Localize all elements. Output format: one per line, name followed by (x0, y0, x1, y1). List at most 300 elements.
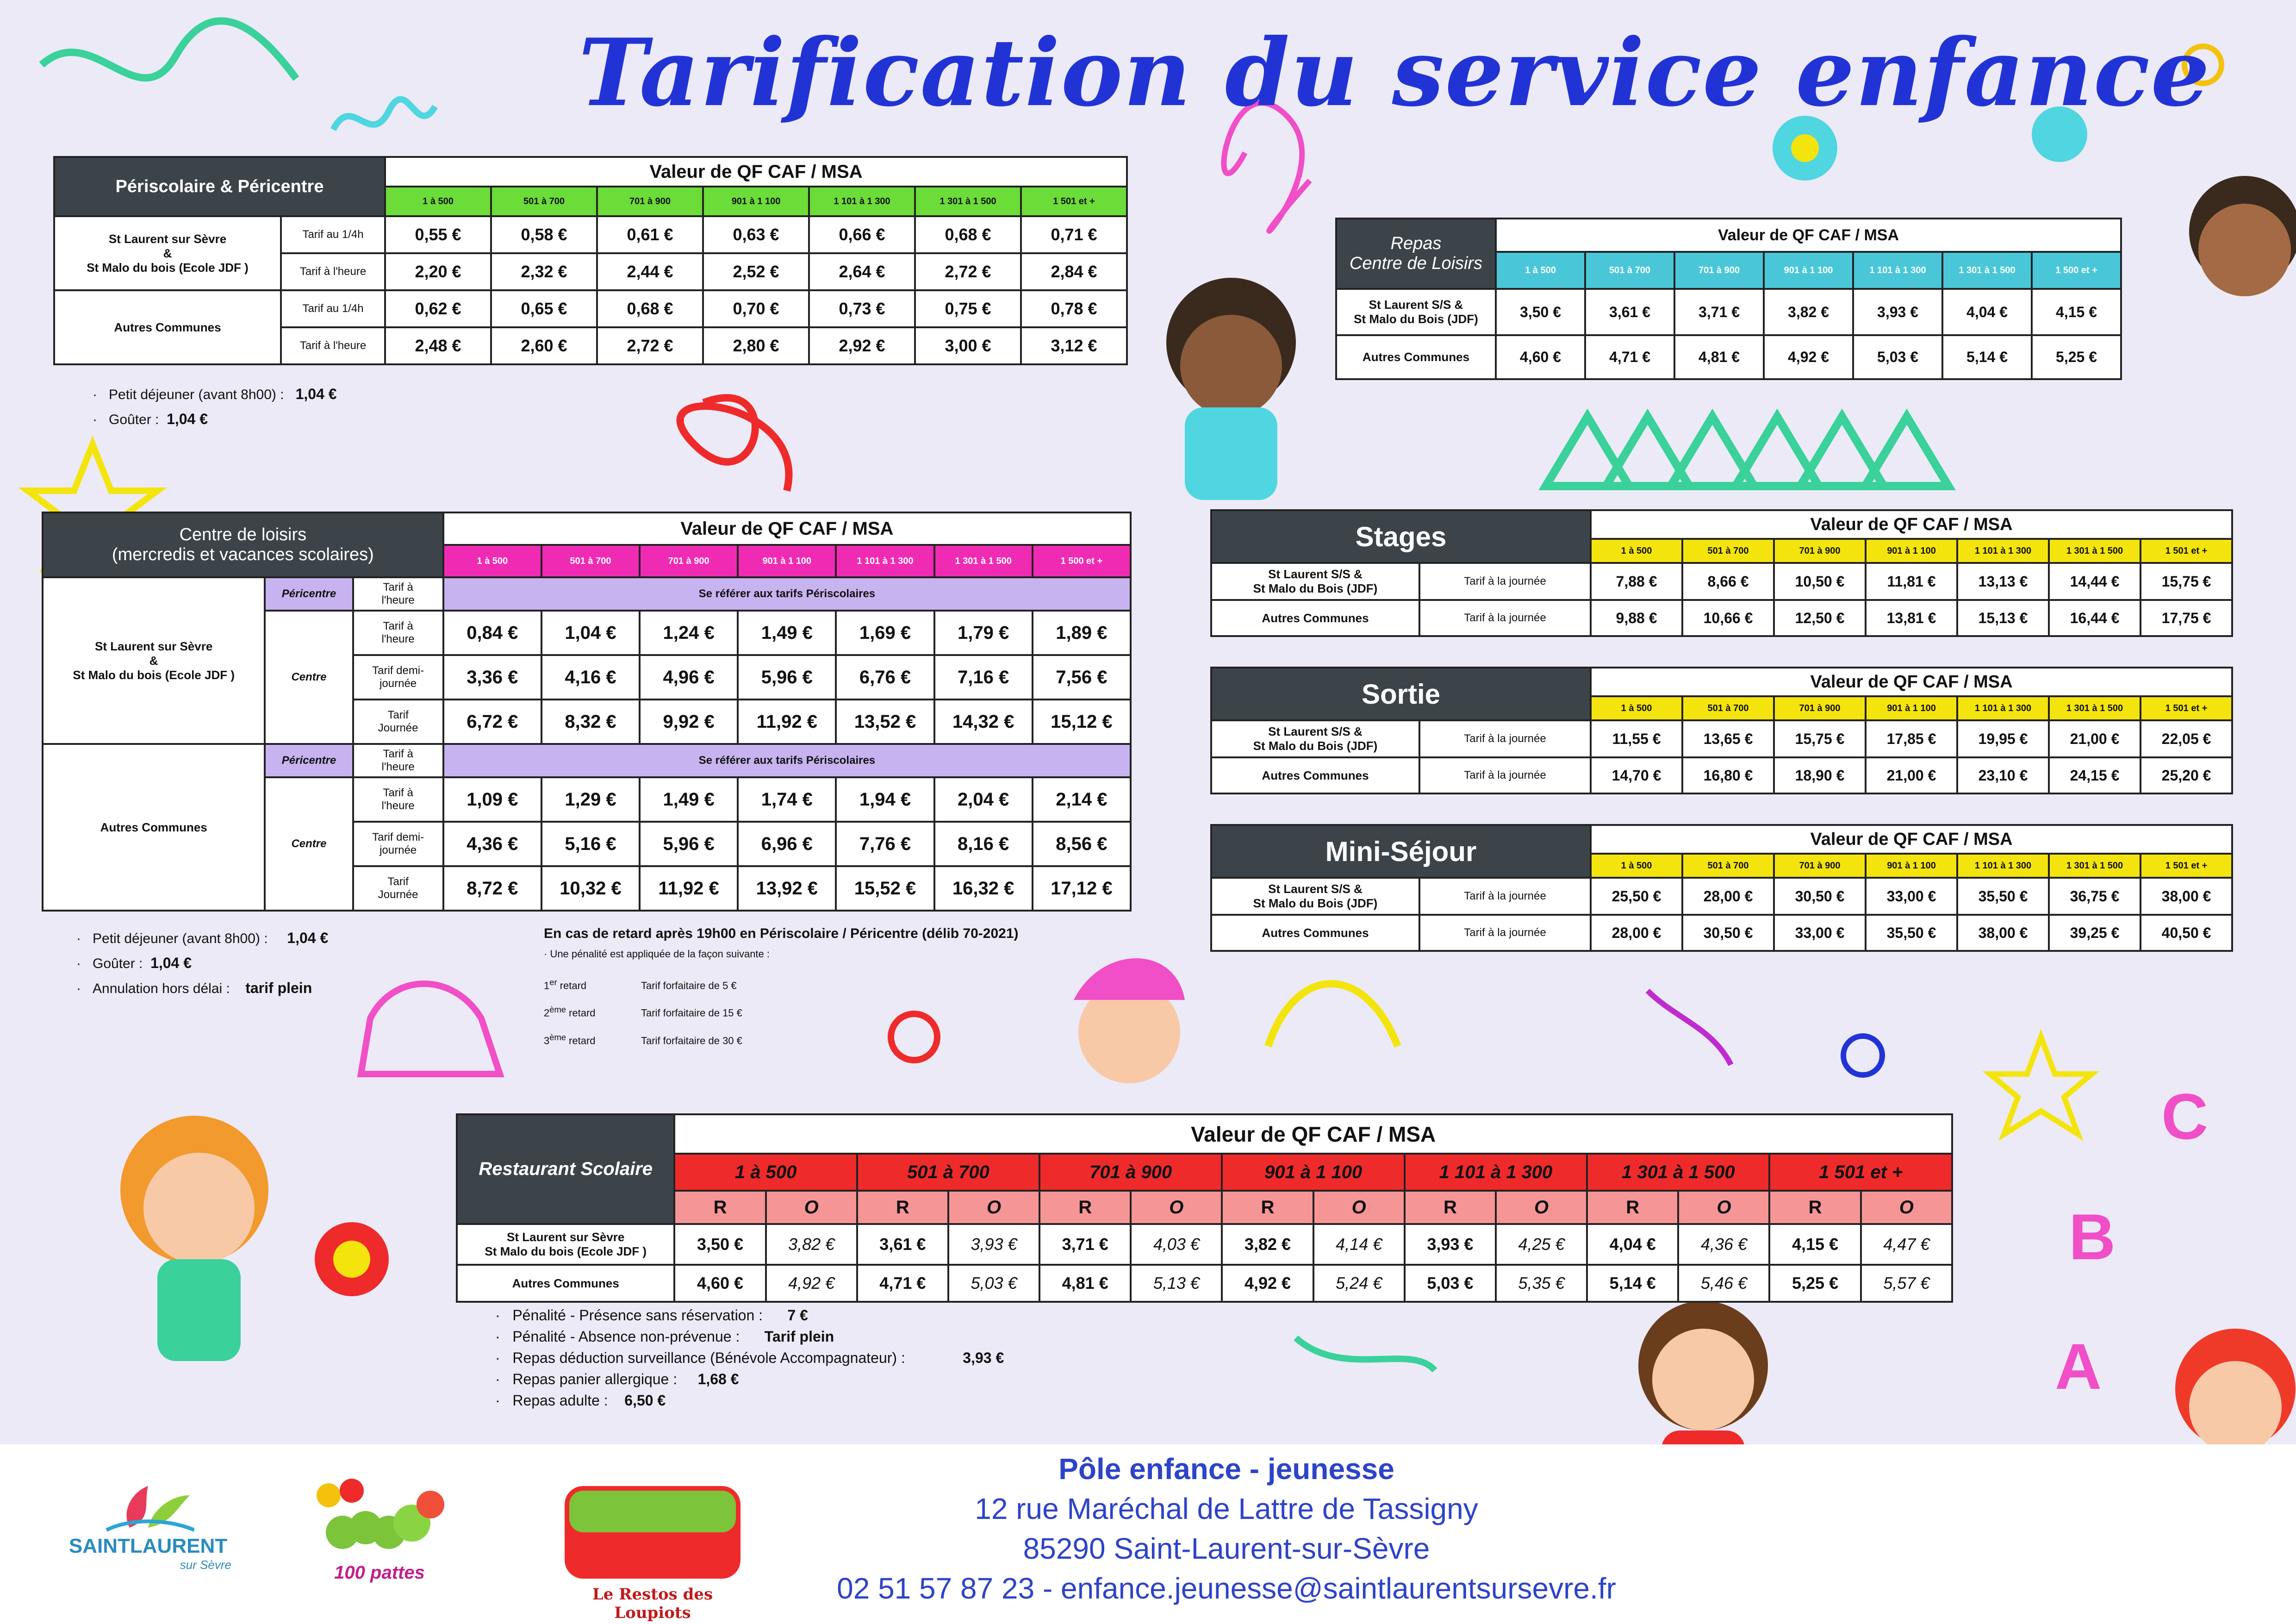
row-label: Tarif au 1/4h (281, 290, 385, 327)
note-label: Pénalité - Présence sans réservation : (512, 1307, 763, 1324)
occasional-header: O (766, 1191, 857, 1224)
note-value: 1,04 € (167, 411, 208, 427)
occasional-header: O (1861, 1191, 1952, 1224)
price-cell: 7,16 € (934, 655, 1033, 700)
note-label: Goûter : (93, 956, 143, 971)
range-header: 501 à 700 (1682, 539, 1774, 563)
price-cell: 4,60 € (1496, 335, 1585, 379)
note-label: Annulation hors délai : (93, 981, 230, 996)
price-cell: 5,14 € (1942, 335, 2032, 379)
price-cell: 2,92 € (809, 327, 915, 364)
price-cell: 2,52 € (703, 253, 809, 290)
price-cell: 22,05 € (2140, 720, 2232, 757)
price-cell: 28,00 € (1682, 878, 1774, 915)
price-cell: 17,75 € (2140, 600, 2232, 636)
price-cell: 2,44 € (597, 253, 703, 290)
range-header: 1 301 à 1 500 (2049, 854, 2140, 878)
range-header: 701 à 900 (640, 545, 738, 577)
price-cell: 15,12 € (1033, 700, 1131, 744)
price-cell: 3,00 € (915, 327, 1021, 364)
qf-header: Valeur de QF CAF / MSA (443, 512, 1131, 545)
price-cell: 4,60 € (674, 1265, 765, 1302)
price-cell: 0,73 € (809, 290, 915, 327)
range-header: 1 301 à 1 500 (2049, 696, 2140, 720)
retard-item (544, 998, 1145, 1025)
note-value: 1,68 € (697, 1371, 739, 1387)
repas-table (1335, 218, 2122, 380)
range-header: 901 à 1 100 (1222, 1154, 1404, 1191)
price-cell: 0,68 € (915, 216, 1021, 253)
price-cell: 2,64 € (809, 253, 915, 290)
retard-tarif: Tarif forfaitaire de 5 € (641, 980, 737, 992)
price-cell: 11,92 € (738, 700, 836, 744)
note-value: 3,93 € (963, 1349, 1004, 1366)
note-item: · Pénalité - Présence sans réservation : 7 € (495, 1307, 808, 1324)
note-item: · Repas adulte : 6,50 € (495, 1392, 666, 1409)
price-cell: 0,78 € (1021, 290, 1127, 327)
row-label: Tarif à l'heure (353, 577, 443, 611)
range-header: 1 500 et + (2032, 252, 2121, 289)
contact-block (694, 1449, 1759, 1608)
price-cell: 14,70 € (1591, 757, 1682, 793)
row-label: Tarif Journée (353, 866, 443, 911)
price-cell: 40,50 € (2140, 915, 2232, 951)
retard-tarif: Tarif forfaitaire de 15 € (641, 1007, 742, 1019)
occasional-header: O (1313, 1191, 1405, 1224)
row-label: Tarif Journée (353, 700, 443, 744)
price-cell: 30,50 € (1774, 878, 1866, 915)
price-cell: 3,12 € (1021, 327, 1127, 364)
price-cell: 4,36 € (443, 822, 541, 866)
range-header: 701 à 900 (1674, 252, 1764, 289)
range-header: 501 à 700 (1682, 854, 1774, 878)
contact-phone-email: 02 51 57 87 23 - enfance.jeunesse@saintlaurentsursevre.fr (837, 1572, 1616, 1605)
svg-text:A: A (2055, 1330, 2102, 1403)
sortie-table (1210, 667, 2233, 794)
price-cell: 16,44 € (2049, 600, 2140, 636)
pericentre-label: Péricentre (265, 744, 353, 777)
regular-header: R (1769, 1191, 1860, 1224)
qf-header: Valeur de QF CAF / MSA (674, 1114, 1952, 1154)
price-cell: 10,66 € (1682, 600, 1774, 636)
price-cell: 5,96 € (738, 655, 836, 700)
range-header: 1 301 à 1 500 (2049, 539, 2140, 563)
price-cell: 2,14 € (1033, 777, 1131, 822)
price-cell: 1,09 € (443, 777, 541, 822)
price-cell: 13,81 € (1866, 600, 1957, 636)
price-cell: 0,65 € (491, 290, 597, 327)
qf-header: Valeur de QF CAF / MSA (1591, 510, 2232, 539)
retard-suffix: ème (549, 1032, 566, 1042)
note-label: Repas panier allergique : (512, 1371, 678, 1387)
price-cell: 6,96 € (738, 822, 836, 866)
price-cell: 18,90 € (1774, 757, 1866, 793)
range-header: 901 à 1 100 (1764, 252, 1853, 289)
price-cell: 3,61 € (857, 1224, 948, 1265)
centre-notes (76, 926, 328, 1001)
caterpillar-icon (301, 1477, 458, 1560)
range-header: 1 101 à 1 300 (1957, 539, 2049, 563)
range-header: 1 à 500 (1591, 854, 1682, 878)
commune-label: Autres Communes (43, 744, 265, 911)
price-cell: 0,68 € (597, 290, 703, 327)
range-header: 1 101 à 1 300 (1853, 252, 1942, 289)
contact-title: Pôle enfance - jeunesse (1058, 1452, 1394, 1486)
price-cell: 0,70 € (703, 290, 809, 327)
price-cell: 4,71 € (1585, 335, 1674, 379)
range-header: 1 501 et + (1021, 187, 1127, 216)
price-cell: 5,25 € (1769, 1265, 1860, 1302)
price-cell: 9,92 € (640, 700, 738, 744)
logo-text: Le Restos des Loupiots (592, 1585, 713, 1622)
price-cell: 1,49 € (738, 611, 836, 655)
price-cell: 12,50 € (1774, 600, 1866, 636)
price-cell: 2,84 € (1021, 253, 1127, 290)
row-label: Tarif demi- journée (353, 655, 443, 700)
price-cell: 25,50 € (1591, 878, 1682, 915)
price-cell: 9,88 € (1591, 600, 1682, 636)
note-value: tarif plein (245, 980, 312, 996)
price-cell: 23,10 € (1957, 757, 2049, 793)
price-cell: 0,66 € (809, 216, 915, 253)
occasional-header: O (1678, 1191, 1769, 1224)
price-cell: 38,00 € (2140, 878, 2232, 915)
range-header: 1 à 500 (443, 545, 541, 577)
retard-suffix: ème (549, 1005, 566, 1015)
row-label: Tarif à la journée (1419, 600, 1591, 636)
repas-title: Repas Centre de Loisirs (1336, 219, 1496, 289)
price-cell: 10,32 € (541, 866, 640, 911)
price-cell: 24,15 € (2049, 757, 2140, 793)
pericentre-label: Péricentre (265, 577, 353, 611)
row-label: Tarif à la journée (1419, 915, 1591, 951)
price-cell: 3,50 € (674, 1224, 765, 1265)
qf-header: Valeur de QF CAF / MSA (385, 157, 1127, 187)
price-cell: 4,14 € (1313, 1224, 1405, 1265)
range-header: 501 à 700 (541, 545, 640, 577)
regular-header: R (1587, 1191, 1678, 1224)
price-cell: 2,20 € (385, 253, 491, 290)
commune-label: St Laurent S/S & St Malo du Bois (JDF) (1211, 563, 1419, 600)
price-cell: 1,04 € (541, 611, 640, 655)
periscolaire-title: Périscolaire & Péricentre (54, 157, 385, 216)
price-cell: 14,44 € (2049, 563, 2140, 600)
range-header: 1 101 à 1 300 (1957, 696, 2049, 720)
price-cell: 5,24 € (1313, 1265, 1405, 1302)
price-cell: 13,52 € (836, 700, 934, 744)
occasional-header: O (948, 1191, 1039, 1224)
saint-laurent-logo (65, 1481, 231, 1572)
price-cell: 3,50 € (1496, 289, 1585, 335)
range-header: 1 301 à 1 500 (915, 187, 1021, 216)
note-item: · Repas déduction surveillance (Bénévole Accompagnateur) : 3,93 € (495, 1349, 1004, 1366)
price-cell: 4,03 € (1131, 1224, 1222, 1265)
restaurant-notes (495, 1305, 1004, 1411)
price-cell: 6,72 € (443, 700, 541, 744)
price-cell: 33,00 € (1774, 915, 1866, 951)
price-cell: 6,76 € (836, 655, 934, 700)
note-item: · Goûter : 1,04 € (76, 955, 192, 971)
price-cell: 3,93 € (1405, 1224, 1496, 1265)
periscolaire-table (53, 156, 1128, 365)
price-cell: 1,74 € (738, 777, 836, 822)
price-cell: 4,47 € (1861, 1224, 1952, 1265)
price-cell: 2,72 € (597, 327, 703, 364)
price-cell: 0,63 € (703, 216, 809, 253)
note-label: Petit déjeuner (avant 8h00) : (93, 931, 268, 946)
row-label: Tarif à l'heure (281, 327, 385, 364)
price-cell: 3,82 € (1222, 1224, 1313, 1265)
range-header: 701 à 900 (1039, 1154, 1222, 1191)
range-header: 1 à 500 (1591, 539, 1682, 563)
note-label: Petit déjeuner (avant 8h00) : (109, 387, 284, 402)
commune-label: Autres Communes (1211, 600, 1419, 636)
price-cell: 2,04 € (934, 777, 1033, 822)
range-header: 1 à 500 (1496, 252, 1585, 289)
cent-pattes-logo (296, 1477, 463, 1583)
price-cell: 39,25 € (2049, 915, 2140, 951)
price-cell: 4,81 € (1039, 1265, 1131, 1302)
price-cell: 35,50 € (1866, 915, 1957, 951)
leaf-logo-icon (102, 1481, 194, 1532)
price-cell: 1,94 € (836, 777, 934, 822)
row-label: Tarif à la journée (1419, 720, 1591, 757)
logo-text: 100 pattes (334, 1562, 425, 1583)
retard-word: retard (569, 1034, 596, 1046)
price-cell: 4,81 € (1674, 335, 1764, 379)
price-cell: 0,55 € (385, 216, 491, 253)
retard-number: 1 (544, 980, 550, 992)
price-cell: 5,57 € (1861, 1265, 1952, 1302)
retard-item (544, 1025, 1145, 1053)
note-label: Repas adulte : (512, 1392, 608, 1409)
price-cell: 0,84 € (443, 611, 541, 655)
price-cell: 13,65 € (1682, 720, 1774, 757)
price-cell: 8,32 € (541, 700, 640, 744)
reference-note: Se référer aux tarifs Périscolaires (443, 577, 1131, 611)
note-value: 1,04 € (287, 930, 329, 946)
price-cell: 4,04 € (1942, 289, 2032, 335)
price-cell: 15,75 € (2140, 563, 2232, 600)
price-cell: 5,03 € (1853, 335, 1942, 379)
price-cell: 5,35 € (1496, 1265, 1587, 1302)
range-header: 1 301 à 1 500 (934, 545, 1033, 577)
price-cell: 0,62 € (385, 290, 491, 327)
retard-word: retard (560, 980, 587, 992)
note-value: 1,04 € (295, 386, 337, 402)
price-cell: 1,69 € (836, 611, 934, 655)
price-cell: 3,71 € (1039, 1224, 1131, 1265)
range-header: 1 101 à 1 300 (1957, 854, 2049, 878)
price-cell: 17,12 € (1033, 866, 1131, 911)
price-cell: 25,20 € (2140, 757, 2232, 793)
qf-header: Valeur de QF CAF / MSA (1591, 668, 2232, 696)
commune-label: St Laurent S/S & St Malo du Bois (JDF) (1211, 720, 1419, 757)
row-label: Tarif à l'heure (281, 253, 385, 290)
price-cell: 11,81 € (1866, 563, 1957, 600)
occasional-header: O (1131, 1191, 1222, 1224)
note-label: Repas déduction surveillance (Bénévole Accompagnateur) : (512, 1349, 905, 1366)
range-header: 1 500 et + (1033, 545, 1131, 577)
regular-header: R (1039, 1191, 1131, 1224)
price-cell: 3,61 € (1585, 289, 1674, 335)
range-header: 501 à 700 (1585, 252, 1674, 289)
mini-sejour-table (1210, 824, 2233, 952)
note-label: Goûter : (109, 412, 159, 427)
price-cell: 3,71 € (1674, 289, 1764, 335)
price-cell: 0,75 € (915, 290, 1021, 327)
price-cell: 4,96 € (640, 655, 738, 700)
price-cell: 21,00 € (2049, 720, 2140, 757)
price-cell: 5,16 € (541, 822, 640, 866)
range-header: 1 à 500 (674, 1154, 857, 1191)
commune-label: Autres Communes (54, 290, 281, 364)
price-cell: 13,92 € (738, 866, 836, 911)
price-cell: 1,89 € (1033, 611, 1131, 655)
price-cell: 4,71 € (857, 1265, 948, 1302)
range-header: 701 à 900 (597, 187, 703, 216)
price-cell: 4,15 € (1769, 1224, 1860, 1265)
price-cell: 4,25 € (1496, 1224, 1587, 1265)
commune-label: Autres Communes (1211, 757, 1419, 793)
price-cell: 8,72 € (443, 866, 541, 911)
price-cell: 33,00 € (1866, 878, 1957, 915)
price-cell: 2,60 € (491, 327, 597, 364)
row-label: Tarif à l'heure (353, 611, 443, 655)
price-cell: 4,15 € (2032, 289, 2121, 335)
range-header: 901 à 1 100 (1866, 539, 1957, 563)
price-cell: 11,55 € (1591, 720, 1682, 757)
page-title: Tarification du service enfance (579, 19, 2211, 127)
note-item: · Pénalité - Absence non-prévenue : Tarif plein (495, 1328, 834, 1345)
qf-header: Valeur de QF CAF / MSA (1496, 219, 2121, 252)
svg-text:B: B (2069, 1200, 2116, 1273)
price-cell: 5,13 € (1131, 1265, 1222, 1302)
price-cell: 38,00 € (1957, 915, 2049, 951)
price-cell: 7,76 € (836, 822, 934, 866)
occasional-header: O (1496, 1191, 1587, 1224)
range-header: 701 à 900 (1774, 539, 1866, 563)
sortie-title: Sortie (1211, 668, 1591, 720)
price-cell: 5,03 € (948, 1265, 1039, 1302)
commune-label: Autres Communes (1336, 335, 1496, 379)
price-cell: 3,82 € (766, 1224, 857, 1265)
range-header: 901 à 1 100 (738, 545, 836, 577)
price-cell: 3,93 € (1853, 289, 1942, 335)
price-cell: 7,56 € (1033, 655, 1131, 700)
price-cell: 28,00 € (1591, 915, 1682, 951)
price-cell: 36,75 € (2049, 878, 2140, 915)
contact-address: 12 rue Maréchal de Lattre de Tassigny (975, 1492, 1478, 1525)
range-header: 901 à 1 100 (703, 187, 809, 216)
price-cell: 14,32 € (934, 700, 1033, 744)
price-cell: 2,32 € (491, 253, 597, 290)
commune-label: St Laurent sur Sèvre St Malo du bois (Ecole JDF ) (457, 1224, 674, 1265)
commune-label: St Laurent S/S & St Malo du Bois (JDF) (1336, 289, 1496, 335)
centre-label: Centre (265, 777, 353, 911)
retard-word: retard (569, 1007, 596, 1019)
row-label: Tarif à l'heure (353, 777, 443, 822)
note-value: Tarif plein (764, 1328, 834, 1345)
row-label: Tarif à la journée (1419, 878, 1591, 915)
price-cell: 4,92 € (1764, 335, 1853, 379)
retard-number: 3 (544, 1034, 550, 1046)
price-cell: 3,36 € (443, 655, 541, 700)
row-label: Tarif à l'heure (353, 744, 443, 777)
retard-number: 2 (544, 1007, 550, 1019)
price-cell: 3,82 € (1764, 289, 1853, 335)
range-header: 701 à 900 (1774, 854, 1866, 878)
price-cell: 16,32 € (934, 866, 1033, 911)
qf-header: Valeur de QF CAF / MSA (1591, 825, 2232, 854)
note-item: · Petit déjeuner (avant 8h00) : 1,04 € (76, 930, 329, 946)
retard-suffix: er (549, 977, 557, 987)
price-cell: 2,48 € (385, 327, 491, 364)
retard-subtitle: · Une pénalité est appliquée de la façon suivante : (544, 948, 770, 960)
price-cell: 1,24 € (640, 611, 738, 655)
price-cell: 11,92 € (640, 866, 738, 911)
price-cell: 8,16 € (934, 822, 1033, 866)
range-header: 1 501 et + (2140, 854, 2232, 878)
range-header: 1 501 et + (1769, 1154, 1952, 1191)
range-header: 1 101 à 1 300 (836, 545, 934, 577)
range-header: 901 à 1 100 (1866, 854, 1957, 878)
price-cell: 4,92 € (1222, 1265, 1313, 1302)
regular-header: R (1222, 1191, 1313, 1224)
mini-sejour-title: Mini-Séjour (1211, 825, 1591, 878)
retard-block (544, 926, 1145, 1053)
price-cell: 4,92 € (766, 1265, 857, 1302)
note-value: 6,50 € (624, 1392, 666, 1409)
note-item: · Annulation hors délai : tarif plein (76, 980, 312, 996)
price-cell: 5,03 € (1405, 1265, 1496, 1302)
commune-label: Autres Communes (457, 1265, 674, 1302)
price-cell: 1,79 € (934, 611, 1033, 655)
retard-item (544, 970, 1145, 998)
price-cell: 0,61 € (597, 216, 703, 253)
price-cell: 2,72 € (915, 253, 1021, 290)
price-cell: 4,36 € (1678, 1224, 1769, 1265)
range-header: 1 à 500 (1591, 696, 1682, 720)
price-cell: 15,52 € (836, 866, 934, 911)
range-header: 1 101 à 1 300 (1405, 1154, 1587, 1191)
retard-title: En cas de retard après 19h00 en Périscolaire / Péricentre (délib 70-2021) (544, 926, 1019, 941)
logo-text: SAINTLAURENT (68, 1535, 228, 1557)
centre-label: Centre (265, 611, 353, 744)
row-label: Tarif à la journée (1419, 757, 1591, 793)
note-value: 7 € (787, 1307, 808, 1324)
price-cell: 3,93 € (948, 1224, 1039, 1265)
restaurant-title: Restaurant Scolaire (457, 1114, 674, 1224)
price-cell: 35,50 € (1957, 878, 2049, 915)
price-cell: 7,88 € (1591, 563, 1682, 600)
note-item: · Goûter : 1,04 € (93, 411, 208, 427)
price-cell: 5,14 € (1587, 1265, 1678, 1302)
price-cell: 8,56 € (1033, 822, 1131, 866)
price-cell: 30,50 € (1682, 915, 1774, 951)
retard-tarif: Tarif forfaitaire de 30 € (641, 1034, 742, 1046)
range-header: 501 à 700 (491, 187, 597, 216)
range-header: 1 501 et + (2140, 539, 2232, 563)
note-value: 1,04 € (150, 955, 192, 971)
note-item: · Repas panier allergique : 1,68 € (495, 1371, 739, 1387)
note-label: Pénalité - Absence non-prévenue : (512, 1328, 740, 1345)
price-cell: 1,49 € (640, 777, 738, 822)
range-header: 1 501 et + (2140, 696, 2232, 720)
price-cell: 5,46 € (1678, 1265, 1769, 1302)
price-cell: 15,75 € (1774, 720, 1866, 757)
regular-header: R (674, 1191, 765, 1224)
